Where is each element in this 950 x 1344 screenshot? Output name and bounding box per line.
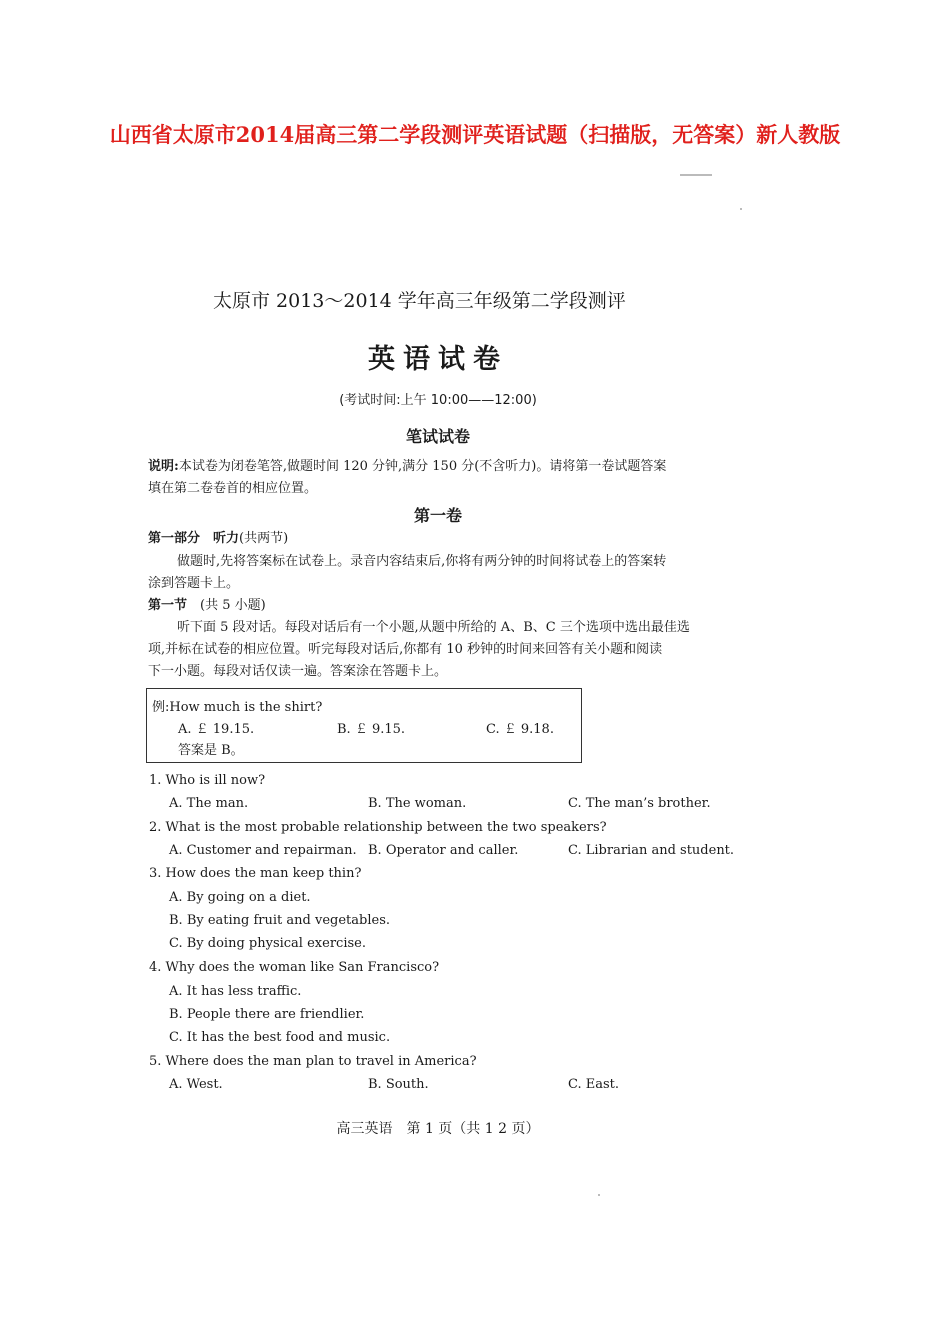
example-option-b: B. ￡ 9.15.	[337, 722, 406, 737]
instructions-text-1: 本试卷为闭卷笔答,做题时间 120 分钟,满分 150 分(不含听力)。请将第一卷试题答案	[178, 459, 667, 474]
example-question: 例:How much is the shirt?	[152, 700, 323, 715]
section1-heading	[148, 595, 266, 617]
instructions-label: 说明:	[148, 459, 179, 474]
example-option-c: C. ￡ 9.18.	[486, 722, 554, 737]
instructions-line-2: 填在第二卷卷首的相应位置。	[148, 481, 318, 496]
question-text: 4. Why does the woman like San Francisco?	[149, 960, 440, 975]
question-text: 5. Where does the man plan to travel in America?	[149, 1054, 477, 1069]
question-text: 2. What is the most probable relationship between the two speakers?	[149, 820, 607, 835]
section1-label: 第一节	[148, 598, 188, 613]
part1-heading	[148, 528, 288, 550]
subject-title: 英语试卷	[368, 344, 508, 375]
question-option-a: A. West.	[169, 1077, 223, 1092]
question-option-b: B. The woman.	[368, 796, 467, 811]
question-option-b: B. Operator and caller.	[368, 843, 519, 858]
section1-desc-3: 下一小题。每段对话仅读一遍。答案涂在答题卡上。	[148, 664, 448, 679]
volume-title: 第一卷	[413, 506, 462, 525]
section1-desc-1: 听下面 5 段对话。每段对话后有一个小题,从题中所给的 A、B、C 三个选项中选出最佳选	[177, 620, 690, 635]
scan-speck	[598, 1194, 600, 1196]
part1-desc-1: 做题时,先将答案标在试卷上。录音内容结束后,你将有两分钟的时间将试卷上的答案转	[177, 554, 667, 569]
question-option-b: B. South.	[368, 1077, 429, 1092]
part1-desc-2: 涂到答题卡上。	[148, 576, 240, 591]
instructions-line-1	[148, 456, 666, 478]
part1-sub: (共两节)	[239, 531, 289, 546]
question-option-c: C. By doing physical exercise.	[169, 936, 366, 951]
question-option-a: A. By going on a diet.	[169, 890, 311, 905]
page-footer: 高三英语 第 1 页（共 1 2 页）	[336, 1121, 540, 1137]
paper-type: 笔试试卷	[405, 427, 470, 446]
document-title: 山西省太原市2014届高三第二学段测评英语试题（扫描版，无答案）新人教版	[109, 122, 841, 147]
section1-desc-2: 项,并标在试卷的相应位置。听完每段对话后,你都有 10 秒钟的时间来回答有关小题和阅读	[148, 642, 663, 657]
question-option-c: C. East.	[568, 1077, 620, 1092]
exam-time: (考试时间:上午 10:00——12:00)	[339, 393, 537, 408]
question-text: 1. Who is ill now?	[149, 773, 266, 788]
example-option-a: A. ￡ 19.15.	[178, 722, 255, 737]
question-option-c: C. The man’s brother.	[568, 796, 711, 811]
part1-label: 第一部分 听力	[148, 531, 240, 546]
question-option-c: C. It has the best food and music.	[169, 1030, 391, 1045]
question-text: 3. How does the man keep thin?	[149, 866, 362, 881]
question-option-b: B. People there are friendlier.	[169, 1007, 365, 1022]
question-option-c: C. Librarian and student.	[568, 843, 735, 858]
scan-speck	[680, 174, 712, 176]
scan-speck	[740, 208, 742, 210]
question-option-b: B. By eating fruit and vegetables.	[169, 913, 390, 928]
question-option-a: A. Customer and repairman.	[169, 843, 357, 858]
question-option-a: A. The man.	[169, 796, 249, 811]
example-answer: 答案是 B。	[178, 743, 244, 758]
section1-sub: (共 5 小题)	[200, 598, 266, 613]
question-option-a: A. It has less traffic.	[169, 984, 302, 999]
exam-header: 太原市 2013～2014 学年高三年级第二学段测评	[213, 290, 626, 312]
